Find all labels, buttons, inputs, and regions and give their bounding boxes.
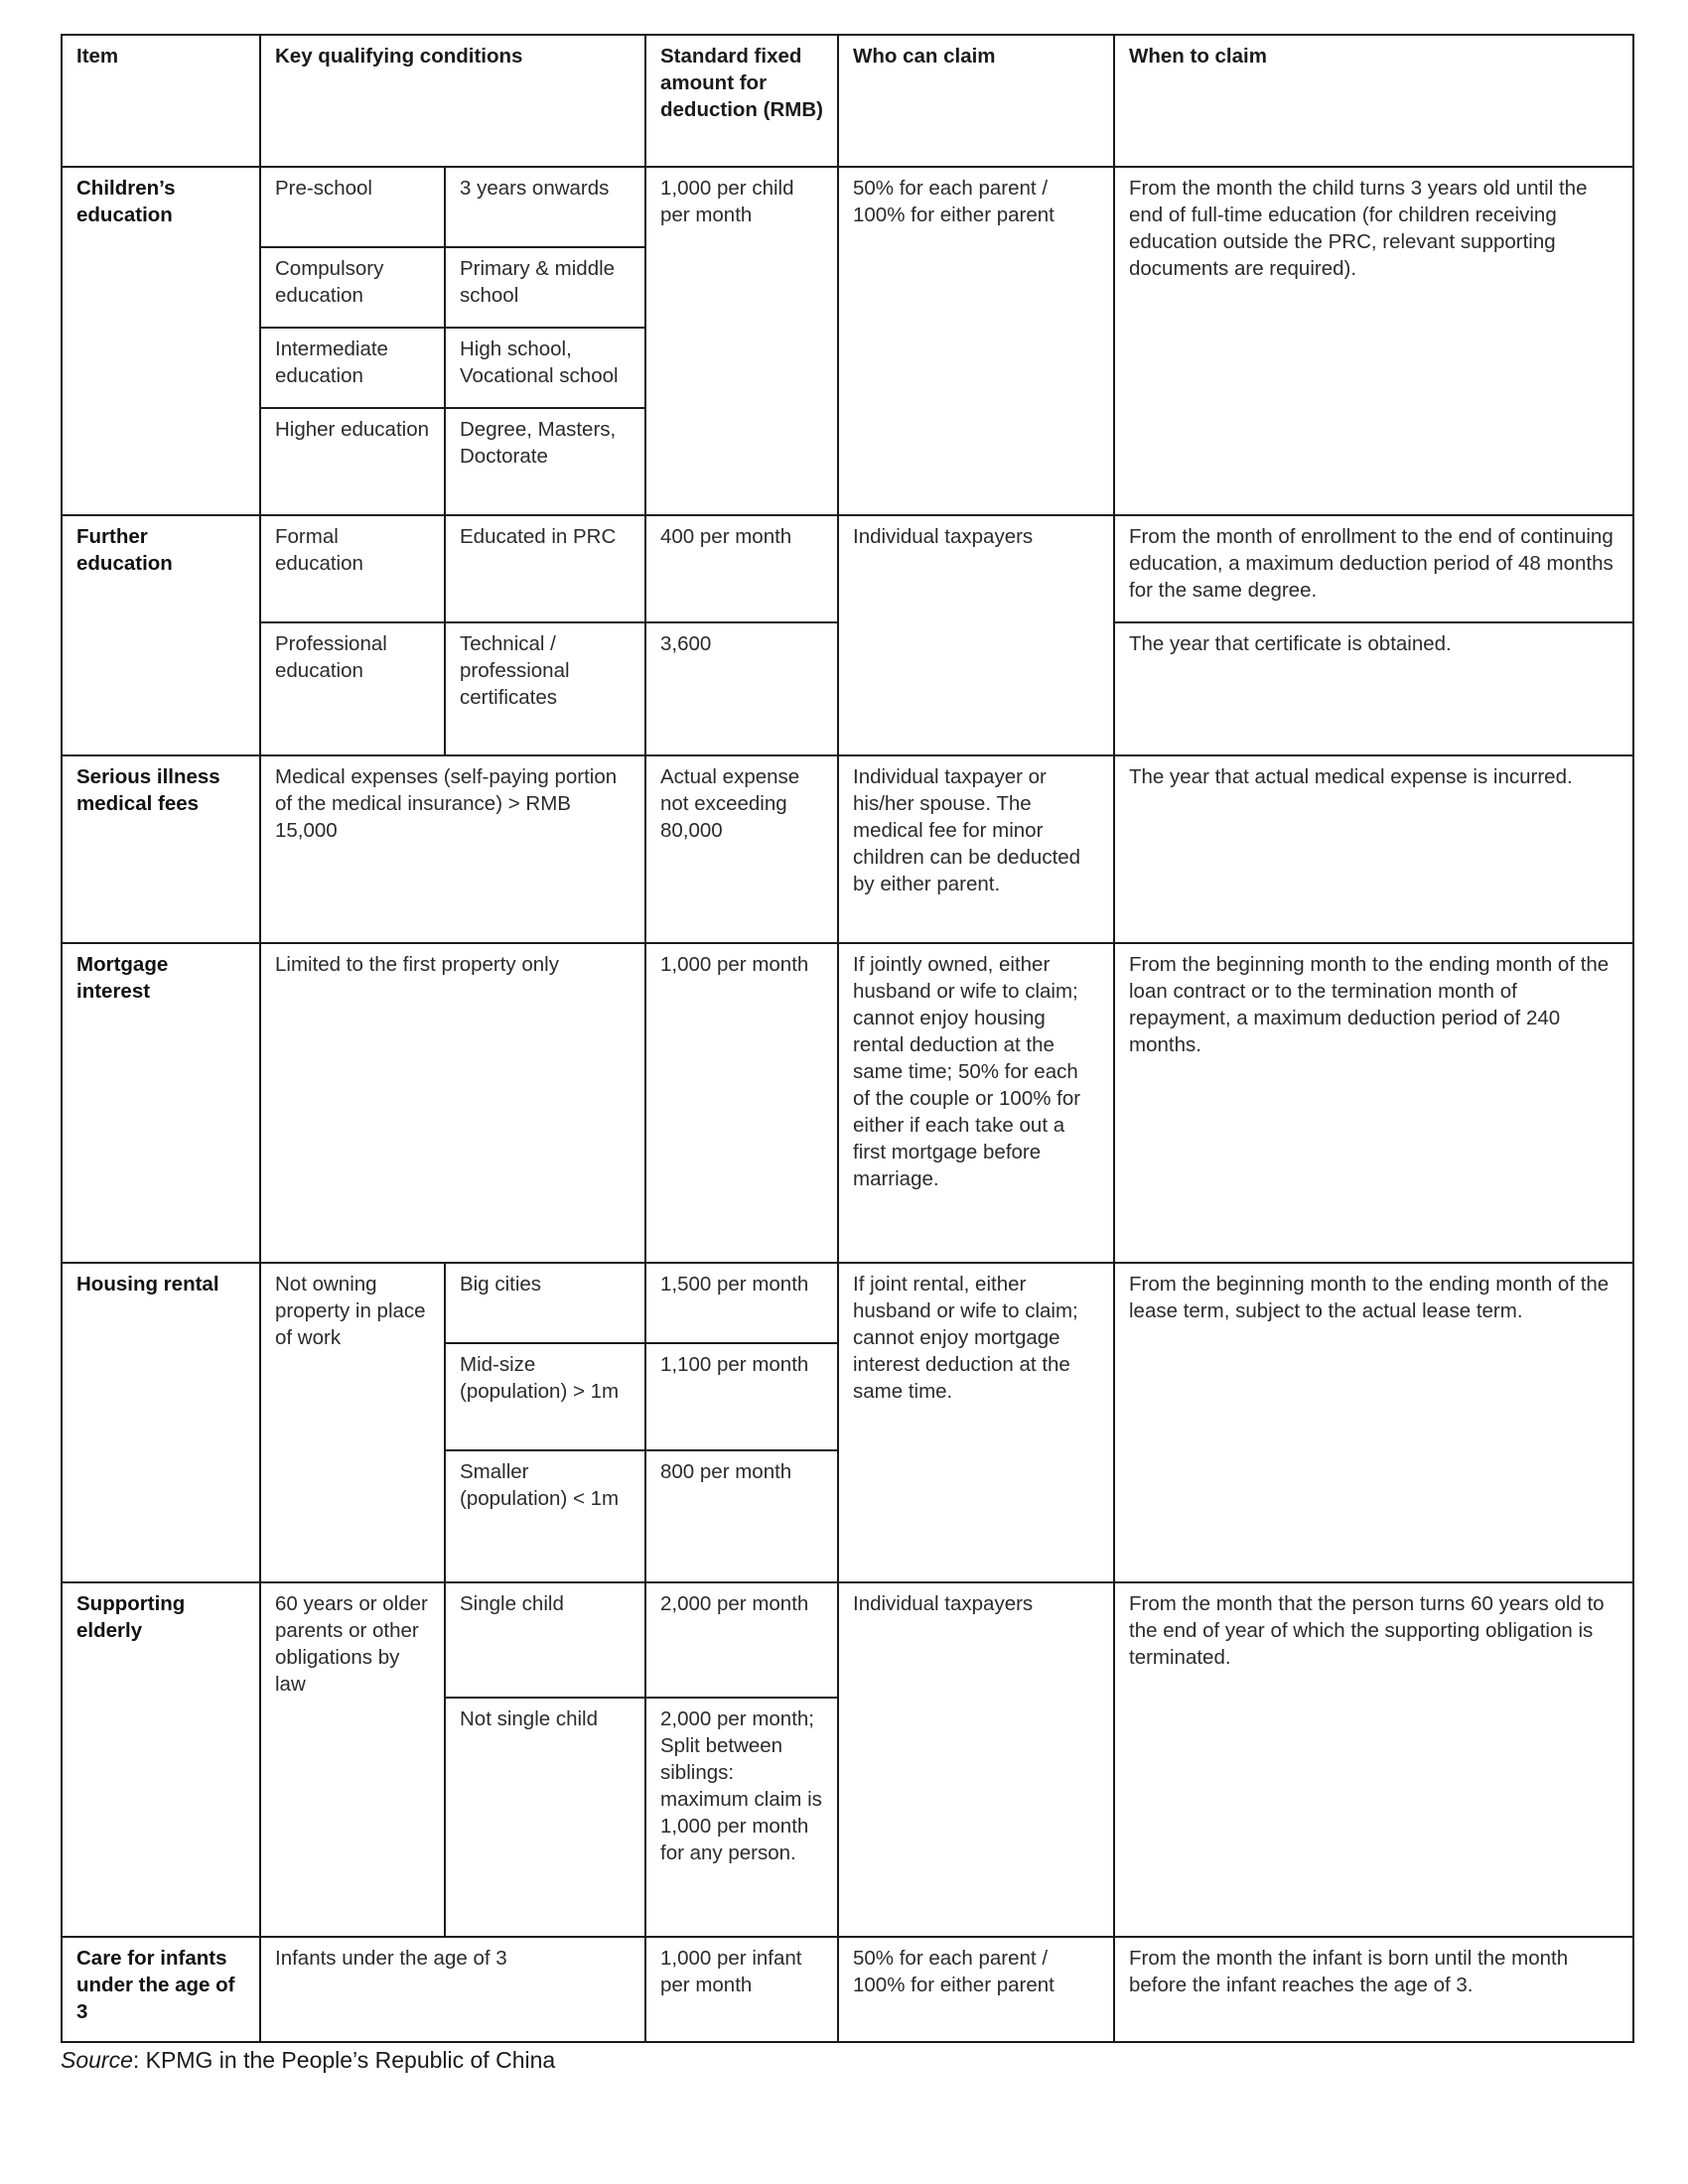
- amount-cell: 3,600: [645, 622, 838, 755]
- condition-detail: Single child: [445, 1582, 645, 1698]
- item-further-education: Further education: [62, 515, 260, 755]
- item-children-education: Children’s education: [62, 167, 260, 515]
- who-cell: Individual taxpayers: [838, 515, 1114, 755]
- when-cell: From the month of enrollment to the end of continuing education, a maximum deduction period of 48 months for the same degree.: [1114, 515, 1633, 622]
- condition-level: Pre-school: [260, 167, 445, 247]
- when-cell: From the beginning month to the ending month of the lease term, subject to the actual lease term.: [1114, 1263, 1633, 1582]
- amount-cell: 2,000 per month; Split between siblings: maximum claim is 1,000 per month for any person.: [645, 1698, 838, 1937]
- when-cell: The year that actual medical expense is incurred.: [1114, 755, 1633, 943]
- when-cell: From the month the infant is born until the month before the infant reaches the age of 3.: [1114, 1937, 1633, 2042]
- condition-level: Higher education: [260, 408, 445, 515]
- who-cell: Individual taxpayers: [838, 1582, 1114, 1937]
- amount-cell: Actual expense not exceeding 80,000: [645, 755, 838, 943]
- who-cell: Individual taxpayer or his/her spouse. The medical fee for minor children can be deducted by either parent.: [838, 755, 1114, 943]
- when-cell: The year that certificate is obtained.: [1114, 622, 1633, 755]
- when-cell: From the beginning month to the ending month of the loan contract or to the termination month of repayment, a maximum deduction period of 240 months.: [1114, 943, 1633, 1263]
- condition-cell: Infants under the age of 3: [260, 1937, 645, 2042]
- header-when: When to claim: [1114, 35, 1633, 167]
- item-serious-illness: Serious illness medical fees: [62, 755, 260, 943]
- who-cell: 50% for each parent / 100% for either parent: [838, 1937, 1114, 2042]
- condition-detail: Mid-size (population) > 1m: [445, 1343, 645, 1450]
- condition-detail: 3 years onwards: [445, 167, 645, 247]
- deductions-table: [61, 34, 1634, 2043]
- amount-cell: 2,000 per month: [645, 1582, 838, 1698]
- condition-cell: Limited to the first property only: [260, 943, 645, 1263]
- who-cell: If joint rental, either husband or wife to claim; cannot enjoy mortgage interest deduction at the same time.: [838, 1263, 1114, 1582]
- condition-detail: Big cities: [445, 1263, 645, 1343]
- header-conditions: Key qualifying conditions: [260, 35, 645, 167]
- condition-detail: Educated in PRC: [445, 515, 645, 622]
- amount-cell: 1,000 per infant per month: [645, 1937, 838, 2042]
- header-row: [62, 35, 1633, 167]
- item-supporting-elderly: Supporting elderly: [62, 1582, 260, 1937]
- table-row: [62, 1582, 1633, 1698]
- table-row: [62, 1937, 1633, 2042]
- amount-cell: 400 per month: [645, 515, 838, 622]
- amount-cell: 800 per month: [645, 1450, 838, 1582]
- item-infant-care: Care for infants under the age of 3: [62, 1937, 260, 2042]
- table-row: [62, 1263, 1633, 1343]
- who-cell: If jointly owned, either husband or wife to claim; cannot enjoy housing rental deduction at the same time; 50% for each of the couple or 100% for either if each take out a first mortgage before marriage.: [838, 943, 1114, 1263]
- table-row: [62, 515, 1633, 622]
- condition-level: Formal education: [260, 515, 445, 622]
- amount-cell: 1,000 per month: [645, 943, 838, 1263]
- condition-detail: Primary & middle school: [445, 247, 645, 328]
- item-housing-rental: Housing rental: [62, 1263, 260, 1582]
- table-row: [62, 943, 1633, 1263]
- who-cell: 50% for each parent / 100% for either parent: [838, 167, 1114, 515]
- condition-cell: 60 years or older parents or other obligations by law: [260, 1582, 445, 1937]
- header-item: Item: [62, 35, 260, 167]
- condition-detail: Not single child: [445, 1698, 645, 1937]
- amount-cell: 1,000 per child per month: [645, 167, 838, 515]
- condition-detail: Technical / professional certificates: [445, 622, 645, 755]
- condition-cell: Not owning property in place of work: [260, 1263, 445, 1582]
- source-text: : KPMG in the People’s Republic of China: [132, 2047, 556, 2073]
- table-row: [62, 755, 1633, 943]
- header-amount: Standard fixed amount for deduction (RMB): [645, 35, 838, 167]
- condition-level: Compulsory education: [260, 247, 445, 328]
- amount-cell: 1,500 per month: [645, 1263, 838, 1343]
- condition-detail: Smaller (population) < 1m: [445, 1450, 645, 1582]
- source-label: Source: [61, 2047, 133, 2073]
- when-cell: From the month the child turns 3 years old until the end of full-time education (for children receiving education outside the PRC, relevant supporting documents are required).: [1114, 167, 1633, 515]
- condition-cell: Medical expenses (self-paying portion of the medical insurance) > RMB 15,000: [260, 755, 645, 943]
- condition-level: Professional education: [260, 622, 445, 755]
- condition-level: Intermediate education: [260, 328, 445, 408]
- when-cell: From the month that the person turns 60 years old to the end of year of which the supporting obligation is terminated.: [1114, 1582, 1633, 1937]
- header-who: Who can claim: [838, 35, 1114, 167]
- item-mortgage-interest: Mortgage interest: [62, 943, 260, 1263]
- condition-detail: Degree, Masters, Doctorate: [445, 408, 645, 515]
- amount-cell: 1,100 per month: [645, 1343, 838, 1450]
- source-note: [61, 2047, 555, 2074]
- condition-detail: High school, Vocational school: [445, 328, 645, 408]
- table-row: [62, 167, 1633, 247]
